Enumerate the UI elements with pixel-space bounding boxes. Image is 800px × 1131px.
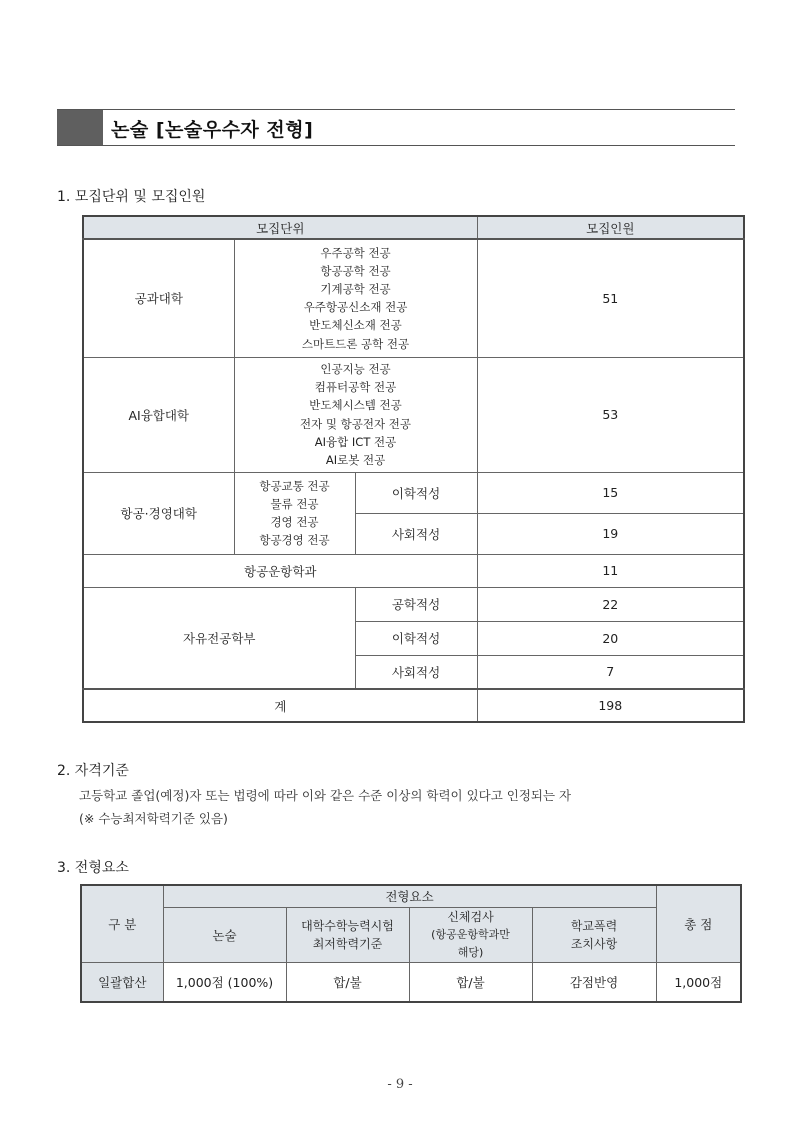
- major-item: AI로봇 전공: [325, 452, 386, 467]
- college-name: 공과대학: [83, 239, 234, 357]
- recruitment-table: [82, 215, 745, 723]
- col-header-division: 구 분: [81, 885, 163, 962]
- col-header-total: 총 점: [656, 885, 741, 962]
- major-item: 반도체시스템 전공: [309, 398, 402, 413]
- col-header-violence: [532, 907, 656, 962]
- total-count: 198: [477, 689, 744, 722]
- col-header-count: 모집인원: [477, 216, 744, 239]
- selection-elements-table: [80, 884, 742, 1003]
- title-accent-block: [57, 110, 103, 145]
- header-line: 대학수학능력시험: [301, 918, 394, 933]
- major-item: 반도체신소재 전공: [309, 318, 402, 333]
- dept-name: 항공운항학과: [83, 554, 477, 587]
- violence-value: 감점반영: [532, 962, 656, 1002]
- majors-list: [234, 357, 477, 472]
- track-name: 이학적성: [355, 621, 477, 655]
- header-line: 해당): [457, 945, 484, 959]
- col-header-essay: 논술: [163, 907, 286, 962]
- major-item: 스마트드론 공학 전공: [301, 336, 410, 351]
- major-item: 우주공학 전공: [320, 245, 391, 260]
- row-division: 일괄합산: [81, 962, 163, 1002]
- section3-heading: 3. 전형요소: [57, 860, 129, 876]
- count-cell: 19: [477, 513, 744, 554]
- major-item: 경영 전공: [270, 515, 319, 529]
- major-item: 기계공학 전공: [320, 282, 391, 297]
- col-header-physical: [409, 907, 532, 962]
- total-value: 1,000점: [656, 962, 741, 1002]
- major-item: 우주항공신소재 전공: [303, 300, 408, 315]
- major-item: 인공지능 전공: [320, 361, 391, 376]
- track-name: 이학적성: [355, 472, 477, 513]
- track-name: 공학적성: [355, 587, 477, 621]
- track-name: 사회적성: [355, 655, 477, 689]
- header-line: 최저학력기준: [312, 936, 383, 951]
- college-name: 항공·경영대학: [83, 472, 234, 554]
- header-line: (항공운항학과만: [431, 927, 510, 941]
- count-cell: 22: [477, 587, 744, 621]
- qualification-note: (※ 수능최저학력기준 있음): [79, 811, 228, 826]
- majors-list: [234, 472, 355, 554]
- section1-heading: 1. 모집단위 및 모집인원: [57, 189, 206, 205]
- major-item: AI융합 ICT 전공: [314, 434, 397, 449]
- major-item: 컴퓨터공학 전공: [314, 380, 397, 395]
- major-item: 항공경영 전공: [259, 533, 330, 548]
- qualification-text: 고등학교 졸업(예정)자 또는 법령에 따라 이와 같은 수준 이상의 학력이 있다고 인정되는 자: [79, 788, 572, 803]
- major-item: 전자 및 항공전자 전공: [300, 416, 411, 431]
- header-line: 조치사항: [570, 936, 618, 951]
- major-item: 항공공학 전공: [320, 263, 391, 278]
- count-cell: 53: [477, 357, 744, 472]
- dept-name: 자유전공학부: [83, 587, 355, 689]
- total-label: 계: [83, 689, 477, 722]
- col-header-unit: 모집단위: [83, 216, 477, 239]
- college-name: AI융합대학: [83, 357, 234, 472]
- count-cell: 15: [477, 472, 744, 513]
- track-name: 사회적성: [355, 513, 477, 554]
- major-item: 항공교통 전공: [259, 478, 330, 493]
- count-cell: 7: [477, 655, 744, 689]
- title-bar: [57, 109, 735, 146]
- header-line: 학교폭력: [570, 918, 618, 933]
- physical-value: 합/불: [409, 962, 532, 1002]
- section2-heading: 2. 자격기준: [57, 763, 129, 779]
- count-cell: 51: [477, 239, 744, 357]
- major-item: 물류 전공: [270, 496, 319, 511]
- essay-value: 1,000점 (100%): [163, 962, 286, 1002]
- csat-value: 합/불: [286, 962, 409, 1002]
- col-header-csat: [286, 907, 409, 962]
- count-cell: 20: [477, 621, 744, 655]
- count-cell: 11: [477, 554, 744, 587]
- page-number: - 9 -: [387, 1077, 413, 1092]
- header-line: 신체검사: [447, 909, 494, 924]
- majors-list: [234, 239, 477, 357]
- page-title: 논술 [논술우수자 전형]: [111, 119, 314, 141]
- col-header-elements: 전형요소: [163, 885, 656, 907]
